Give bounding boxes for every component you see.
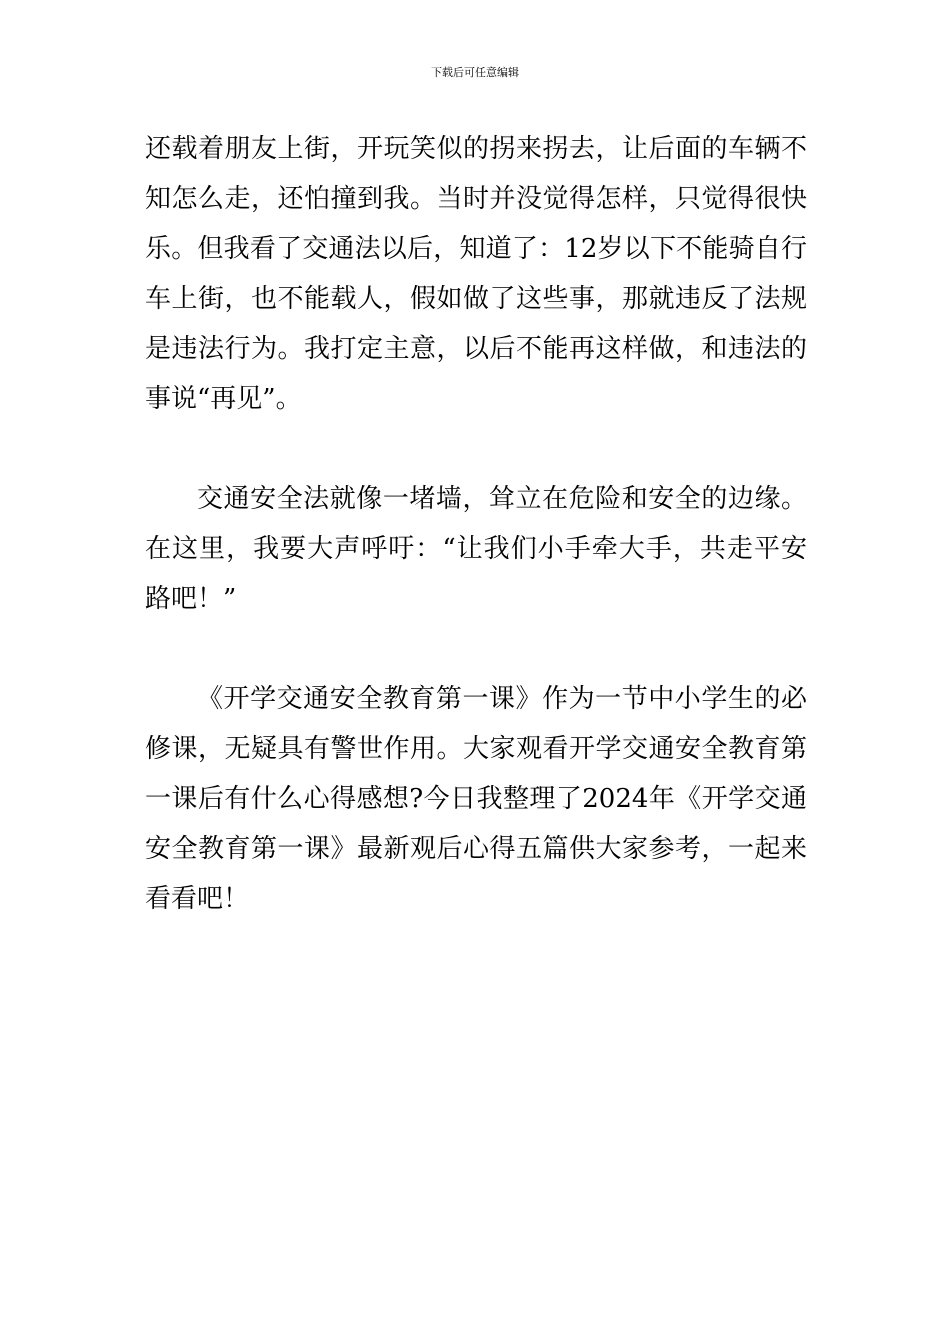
header-note: 下载后可任意编辑 <box>431 66 519 79</box>
body-paragraph-2: 交通安全法就像一堵墙，耸立在危险和安全的边缘。在这里，我要大声呼吁：“让我们小手牵大手，共走平安路吧！” <box>145 484 807 614</box>
body-paragraph-3: 《开学交通安全教育第一课》作为一节中小学生的必修课，无疑具有警世作用。大家观看开学交通安全教育第一课后有什么心得感想?今日我整理了2024年《开学交通安全教育第一课》最新观后心得五篇供大家参考，一起来看看吧！ <box>145 684 807 914</box>
body-paragraph-1: 还载着朋友上街，开玩笑似的拐来拐去，让后面的车辆不知怎么走，还怕撞到我。当时并没觉得怎样，只觉得很快乐。但我看了交通法以后，知道了：12岁以下不能骑自行车上街，也不能载人，假如做了这些事，那就违反了法规是违法行为。我打定主意，以后不能再这样做，和违法的事说“再见”。 <box>145 134 807 414</box>
